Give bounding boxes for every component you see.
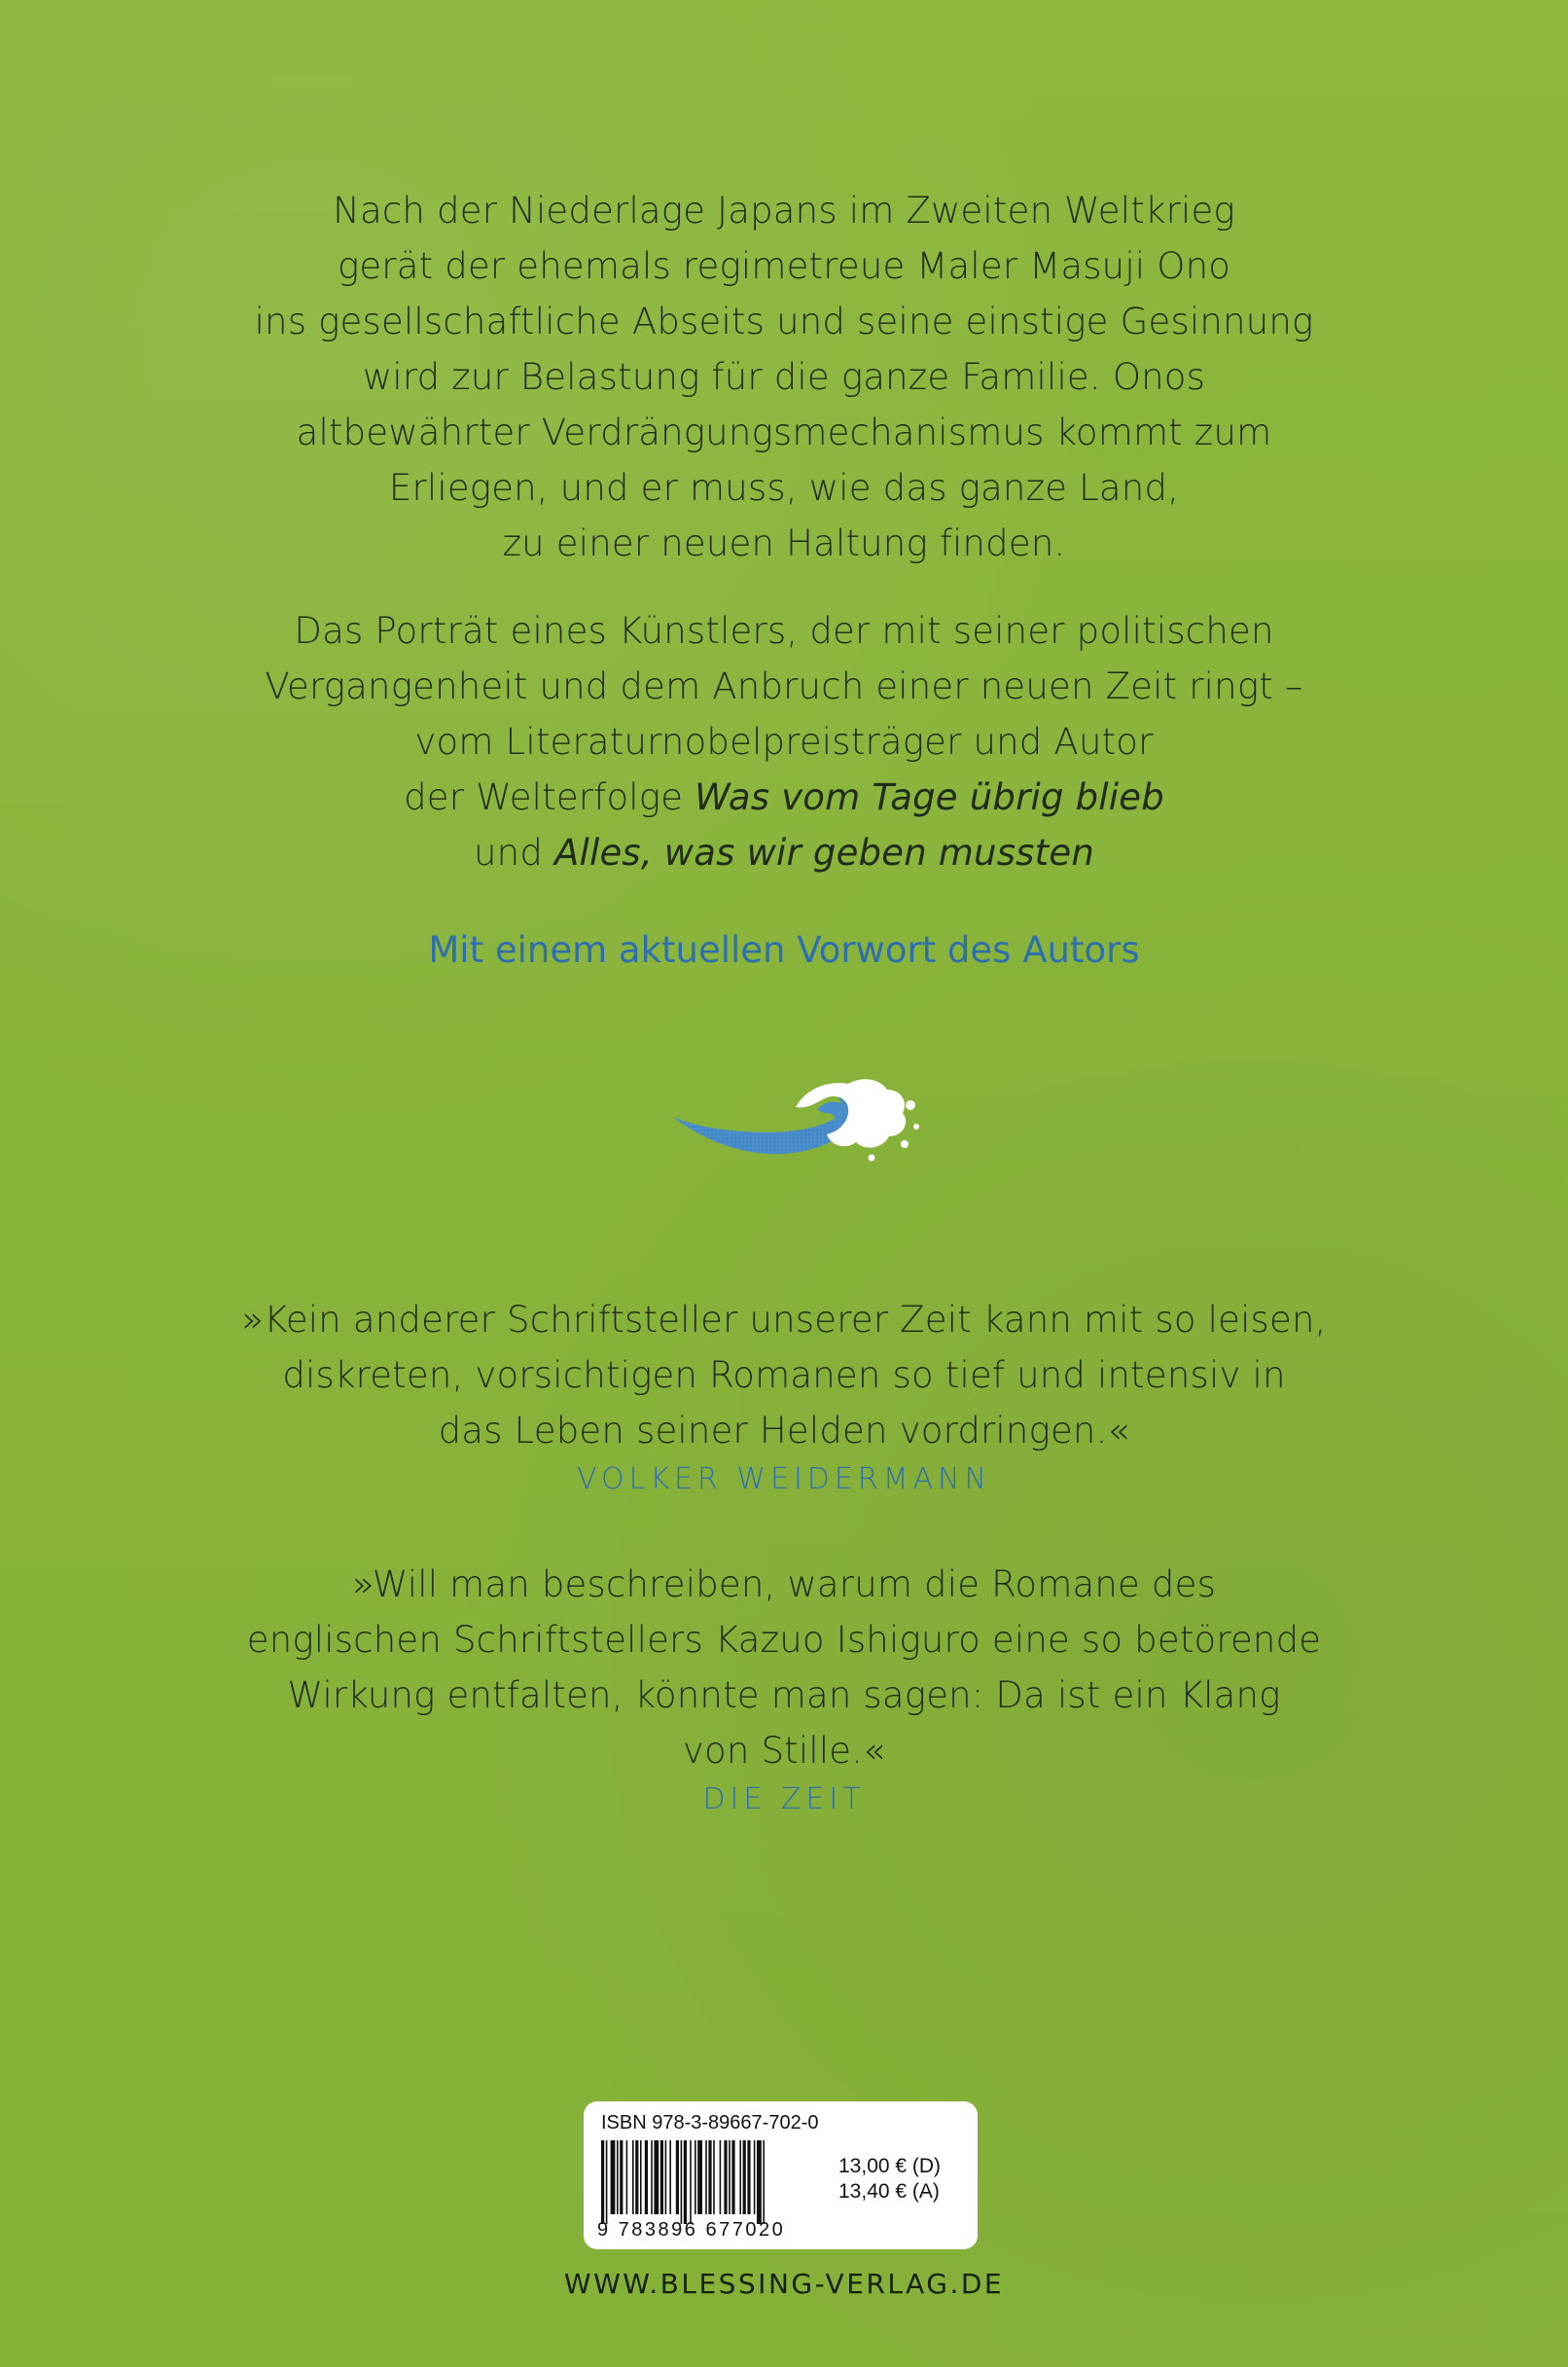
price-austria: 13,40 € (A) <box>838 2180 940 2203</box>
synopsis-line: ins gesellschaftliche Abseits und seine einstige Gesinnung <box>254 301 1314 342</box>
publisher-website: WWW.BLESSING-VERLAG.DE <box>563 2268 1005 2300</box>
author-portrait-text <box>146 603 1422 880</box>
quote-line: diskreten, vorsichtigen Romanen so tief und intensiv in <box>282 1354 1286 1396</box>
wave-icon <box>671 1070 924 1187</box>
portrait-line: Vergangenheit und dem Anbruch einer neuen Zeit ringt – <box>265 665 1303 707</box>
quote-line: »Kein anderer Schriftsteller unserer Zeit kann mit so leisen, <box>241 1299 1327 1341</box>
quote-line: »Will man beschreiben, warum die Romane des <box>351 1563 1217 1605</box>
synopsis-line: Erliegen, und er muss, wie das ganze Land, <box>388 467 1180 509</box>
barcode-panel <box>584 2101 978 2249</box>
quote-line: englischen Schriftstellers Kazuo Ishiguro eine so betörende <box>246 1619 1322 1661</box>
portrait-line <box>146 770 1422 825</box>
quote-line: das Leben seiner Helden vordringen.« <box>438 1410 1130 1452</box>
portrait-line <box>146 825 1422 880</box>
foreword-tagline: Mit einem aktuellen Vorwort des Autors <box>428 929 1140 971</box>
portrait-line-prefix: und <box>474 832 554 874</box>
barcode-digits: 9 783896 677020 <box>597 2219 786 2241</box>
barcode-icon <box>597 2140 821 2224</box>
book-title-never-let-me-go: Alles, was wir geben mussten <box>553 832 1094 874</box>
price-germany: 13,00 € (D) <box>838 2155 942 2177</box>
synopsis-line: altbewährter Verdrängungsmechanismus kommt zum <box>296 412 1272 453</box>
portrait-line: Das Porträt eines Künstlers, der mit seiner politischen <box>294 610 1274 652</box>
quote-source: VOLKER WEIDERMANN <box>577 1462 991 1496</box>
synopsis-line: zu einer neuen Haltung finden. <box>502 522 1066 564</box>
press-quote <box>146 1292 1422 1499</box>
quote-source: DIE ZEIT <box>702 1782 866 1816</box>
book-title-remains: Was vom Tage übrig blieb <box>695 776 1164 818</box>
synopsis-line: wird zur Belastung für die ganze Familie. Onos <box>362 356 1206 398</box>
quote-line: von Stille.« <box>682 1730 886 1772</box>
synopsis-text <box>146 183 1422 571</box>
press-quote <box>146 1557 1422 1819</box>
portrait-line: vom Literaturnobelpreisträger und Autor <box>414 721 1154 763</box>
quote-line: Wirkung entfalten, könnte man sagen: Da ist ein Klang <box>287 1674 1281 1716</box>
isbn-label: ISBN 978-3-89667-702-0 <box>601 2112 819 2134</box>
synopsis-line: Nach der Niederlage Japans im Zweiten Weltkrieg <box>333 190 1235 232</box>
portrait-line-prefix: der Welterfolge <box>404 776 695 818</box>
synopsis-line: gerät der ehemals regimetreue Maler Masuji Ono <box>337 245 1231 287</box>
